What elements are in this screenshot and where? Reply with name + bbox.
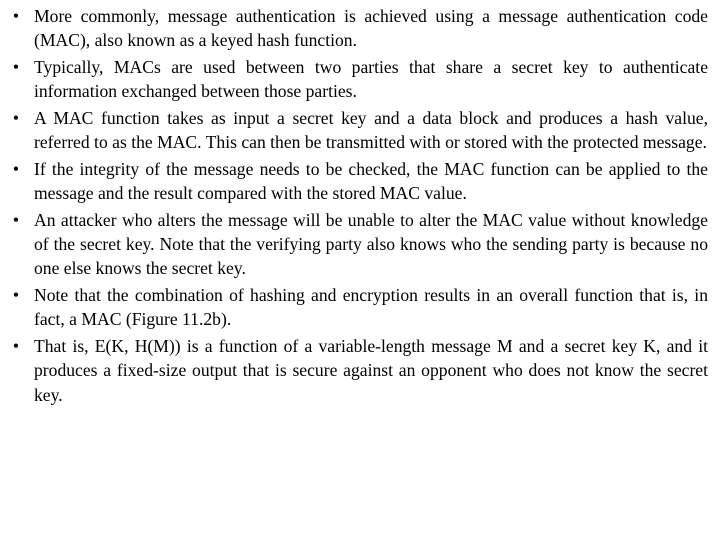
bullet-text: If the integrity of the message needs to be checked, the MAC function can be applied to the message and the result compared with the stored MAC value.: [34, 159, 708, 204]
bullet-text: More commonly, message authentication is achieved using a message authentication code (MAC), also known as a keyed hash function.: [34, 6, 708, 51]
bullet-item: [8, 334, 708, 407]
bullet-item: [8, 4, 708, 52]
bullet-marker: •: [12, 285, 20, 306]
bullet-marker: •: [12, 108, 20, 128]
bullet-text: That is, E(K, H(M)) is a function of a variable-length message M and a secret key K, and it produces a fixed-size output that is secure against an opponent who does not know the secret key.: [34, 336, 708, 405]
bullet-text: Typically, MACs are used between two parties that share a secret key to authenticate information exchanged between those parties.: [34, 57, 708, 102]
bullet-marker: •: [12, 57, 20, 77]
bullet-marker: •: [12, 336, 20, 357]
bullet-text: Note that the combination of hashing and encryption results in an overall function that is, in fact, a MAC (Figure 11.2b).: [34, 285, 708, 330]
bullet-marker: •: [12, 210, 20, 230]
bullet-marker: •: [12, 159, 20, 179]
bullet-text: An attacker who alters the message will be unable to alter the MAC value without knowledge of the secret key. Note that the verifying party also knows who the sending party is because no one else knows the secret key.: [34, 210, 708, 279]
bullet-item: [8, 106, 708, 154]
bullet-item: [8, 208, 708, 281]
bullet-marker: •: [12, 6, 20, 26]
bullet-item: [8, 283, 708, 331]
bullet-list: [8, 4, 708, 409]
bullet-item: [8, 55, 708, 103]
bullet-item: [8, 157, 708, 205]
bullet-text: A MAC function takes as input a secret key and a data block and produces a hash value, referred to as the MAC. This can then be transmitted with or stored with the protected message.: [34, 108, 708, 153]
